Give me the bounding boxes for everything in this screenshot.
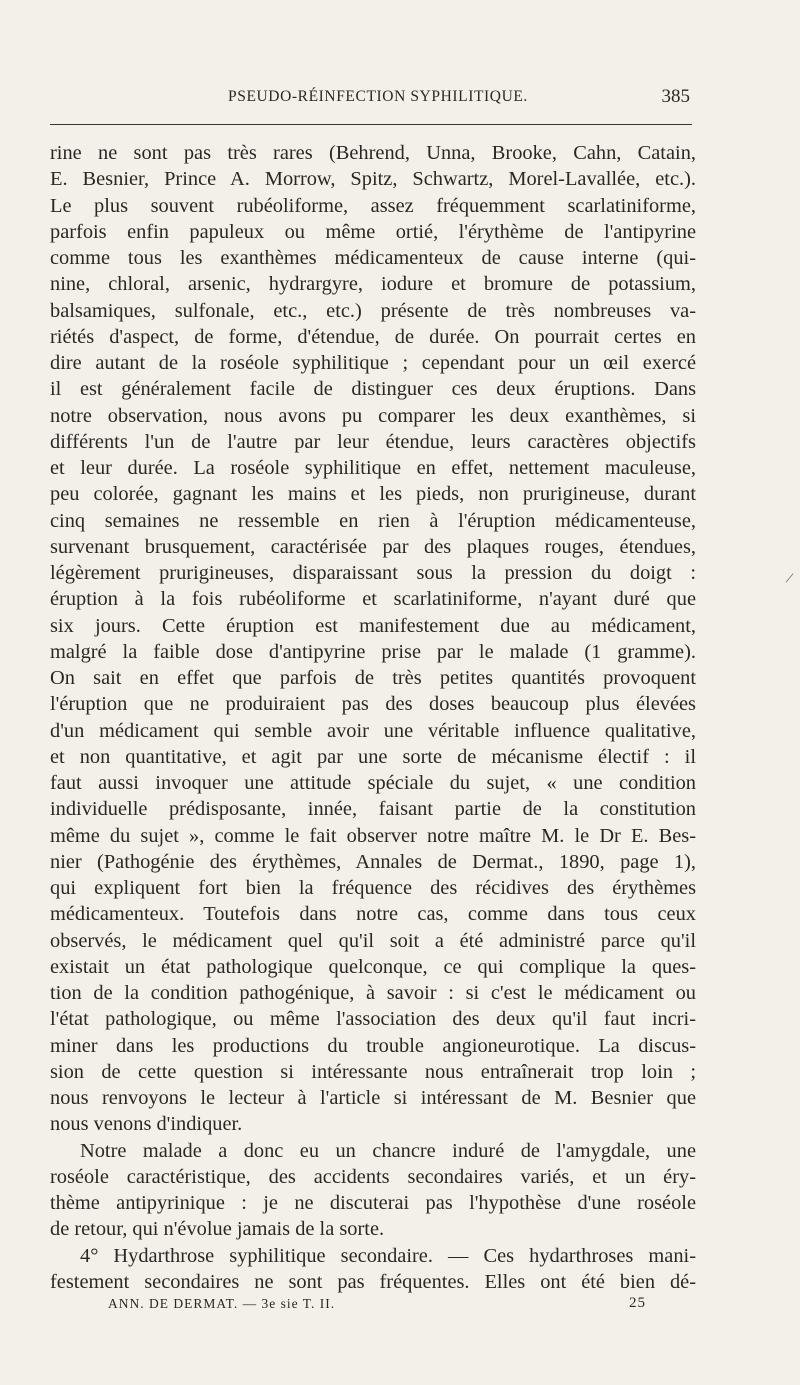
text-line: malgré la faible dose d'antipyrine prise par le malade (1 gramme). [50, 640, 696, 663]
text-line: 4° Hydarthrose syphilitique secondaire. — Ces hydarthroses mani- [80, 1244, 696, 1267]
text-line: d'un médicament qui semble avoir une véritable influence qualitative, [50, 719, 696, 742]
text-line: nier (Pathogénie des érythèmes, Annales de Dermat., 1890, page 1), [50, 850, 696, 873]
text-line: Le plus souvent rubéoliforme, assez fréquemment scarlatiniforme, [50, 194, 696, 217]
text-line: six jours. Cette éruption est manifestement due au médicament, [50, 614, 696, 637]
running-head: PSEUDO-RÉINFECTION SYPHILITIQUE. [228, 88, 528, 105]
text-line: différents l'un de l'autre par leur étendue, leurs caractères objectifs [50, 430, 696, 453]
text-line: légèrement prurigineuses, disparaissant sous la pression du doigt : [50, 562, 696, 584]
text-line: de retour, qui n'évolue jamais de la sorte. [50, 1218, 385, 1241]
text-line: miner dans les productions du trouble angioneurotique. La discus- [50, 1034, 696, 1057]
text-line: Notre malade a donc eu un chancre induré de l'amygdale, une [80, 1139, 696, 1162]
page-number: 385 [661, 86, 690, 107]
text-line: qui expliquent fort bien la fréquence des récidives des érythèmes [50, 877, 696, 899]
text-line: festement secondaires ne sont pas fréquentes. Elles ont été bien dé- [50, 1270, 696, 1293]
text-line: E. Besnier, Prince A. Morrow, Spitz, Schwartz, Morel-Lavallée, etc.). [50, 168, 696, 191]
text-line: il est généralement facile de distinguer ces deux éruptions. Dans [50, 378, 696, 401]
page-header [228, 88, 690, 112]
text-line: nine, chloral, arsenic, hydrargyre, iodure et bromure de potassium, [50, 273, 696, 296]
text-line: rine ne sont pas très rares (Behrend, Unna, Brooke, Cahn, Catain, [50, 142, 696, 164]
text-line: comme tous les exanthèmes médicamenteux de cause interne (qui- [50, 247, 696, 269]
text-line: individuelle prédisposante, innée, faisant partie de la constitution [50, 798, 696, 821]
text-line: observés, le médicament quel qu'il soit a été administré parce qu'il [50, 929, 696, 952]
text-line: et non quantitative, et agit par une sorte de mécanisme électif : il [50, 745, 696, 768]
body-text [50, 140, 696, 1295]
text-line: peu colorée, gagnant les mains et les pieds, non prurigineuse, durant [50, 483, 696, 506]
text-line: faut aussi invoquer une attitude spéciale du sujet, « une condition [50, 772, 696, 794]
text-line: parfois enfin papuleux ou même ortié, l'érythème de l'antipyrine [50, 220, 696, 243]
text-line: notre observation, nous avons pu comparer les deux exanthèmes, si [50, 404, 696, 427]
text-line: balsamiques, sulfonale, etc., etc.) présente de très nombreuses va- [50, 299, 696, 322]
text-line: roséole caractéristique, des accidents secondaires variés, et un éry- [50, 1165, 696, 1188]
text-line: On sait en effet que parfois de très petites quantités provoquent [50, 667, 696, 689]
text-line: éruption à la fois rubéoliforme et scarlatiniforme, n'ayant duré que [50, 588, 696, 611]
text-line: riétés d'aspect, de forme, d'étendue, de durée. On pourrait certes en [50, 325, 696, 348]
signature-mark: ANN. DE DERMAT. — 3e sie T. II. [108, 1296, 336, 1311]
header-rule [50, 124, 692, 125]
text-line: médicamenteux. Toutefois dans notre cas, comme dans tous ceux [50, 903, 696, 926]
text-line: thème antipyrinique : je ne discuterai pas l'hypothèse d'une roséole [50, 1192, 696, 1214]
text-line: nous renvoyons le lecteur à l'article si intéressant de M. Besnier que [50, 1087, 696, 1109]
text-line: même du sujet », comme le fait observer notre maître M. le Dr E. Bes- [50, 824, 696, 847]
text-line: sion de cette question si intéressante nous entraînerait trop loin ; [50, 1060, 696, 1083]
text-line: existait un état pathologique quelconque, ce qui complique la ques- [50, 955, 696, 978]
text-line: l'éruption que ne produiraient pas des doses beaucoup plus élevées [50, 693, 696, 716]
text-line: et leur durée. La roséole syphilitique en effet, nettement maculeuse, [50, 457, 696, 479]
text-line: dire autant de la roséole syphilitique ; cependant pour un œil exercé [50, 352, 696, 374]
page-footer [108, 1296, 646, 1318]
text-line: survenant brusquement, caractérisée par des plaques rouges, étendues, [50, 535, 696, 558]
text-line: cinq semaines ne ressemble en rien à l'éruption médicamenteuse, [50, 509, 696, 532]
margin-mark: / [784, 569, 795, 588]
sheet-number: 25 [629, 1295, 646, 1311]
text-line: l'état pathologique, ou même l'association des deux qu'il faut incri- [50, 1008, 696, 1031]
text-line: nous venons d'indiquer. [50, 1113, 243, 1136]
text-line: tion de la condition pathogénique, à savoir : si c'est le médicament ou [50, 982, 696, 1004]
